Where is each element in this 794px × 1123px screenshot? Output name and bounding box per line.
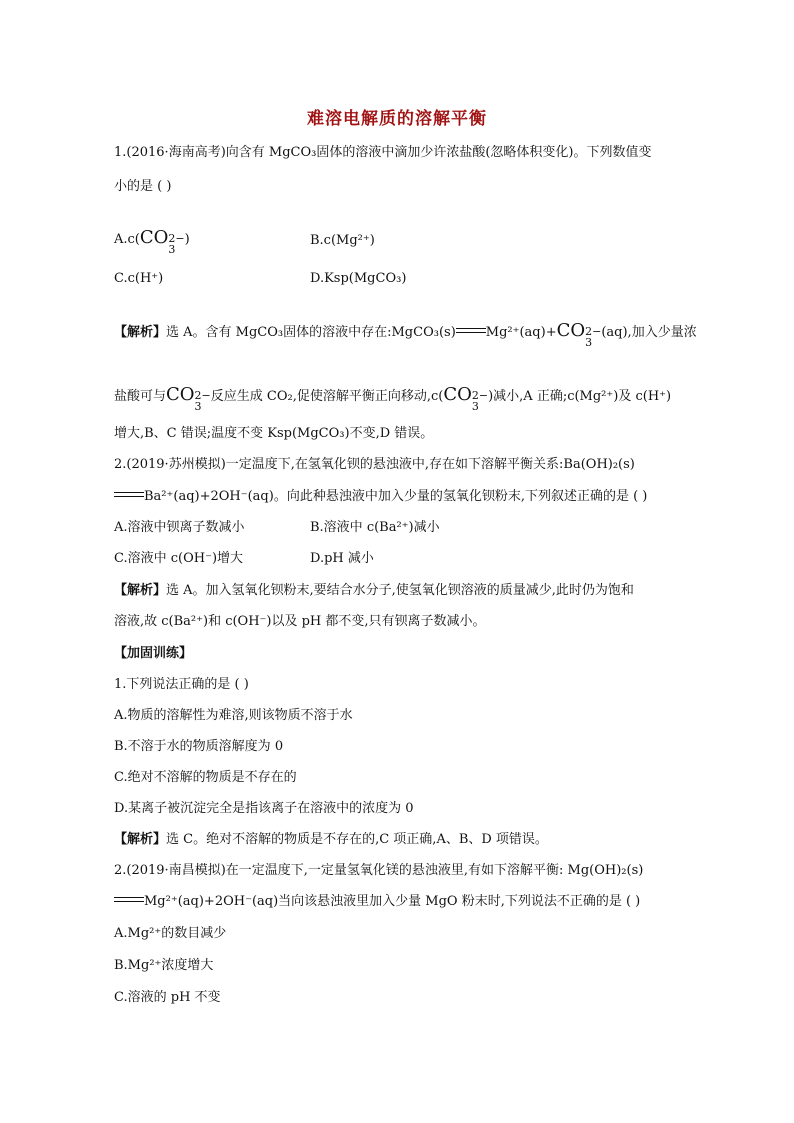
q1-option-a xyxy=(114,229,190,255)
equilibrium-arrow-icon xyxy=(456,328,486,334)
equilibrium-arrow-icon xyxy=(114,492,144,498)
carbonate-ion: CO2− 3 xyxy=(166,384,211,413)
reinforce-q2-stem-line1: 2.(2019·南昌模拟)在一定温度下,一定量氢氧化镁的悬浊液里,有如下溶解平衡: Mg(OH)₂(s) xyxy=(114,863,644,878)
reinforce-heading: 【加固训练】 xyxy=(114,646,193,661)
q2-option-c: C.溶液中 c(OH⁻)增大 xyxy=(114,551,244,566)
q2-analysis-line2: 溶液,故 c(Ba²⁺)和 c(OH⁻)以及 pH 都不变,只有钡离子数减小。 xyxy=(114,614,486,629)
q1-stem-line1: 1.(2016·海南高考)向含有 MgCO₃固体的溶液中滴加少许浓盐酸(忽略体积变化)。下列数值变 xyxy=(114,145,652,160)
analysis-tag: 【解析】 xyxy=(114,325,167,340)
q2-stem-line1: 2.(2019·苏州模拟)一定温度下,在氢氧化钡的悬浊液中,存在如下溶解平衡关系:Ba(OH)₂(s) xyxy=(114,457,635,472)
q2-option-d: D.pH 减小 xyxy=(310,551,374,566)
carbonate-ion: CO2− 3 xyxy=(443,384,489,413)
page-title: 难溶电解质的溶解平衡 xyxy=(307,109,487,129)
reinforce-q1-stem: 1.下列说法正确的是 ( ) xyxy=(114,677,249,692)
carbonate-ion: CO2− 3 xyxy=(556,320,602,349)
carbonate-ion: CO2− 3 xyxy=(139,227,185,256)
reinforce-q2-stem-line2: Mg²⁺(aq)+2OH⁻(aq)当向该悬浊液里加入少量 MgO 粉末时,下列说法不正确的是 ( ) xyxy=(114,893,640,911)
q1-option-c: C.c(H⁺) xyxy=(114,271,164,286)
reinforce-q2-option-a: A.Mg²⁺的数目减少 xyxy=(114,926,227,941)
reinforce-q1-option-a: A.物质的溶解性为难溶,则该物质不溶于水 xyxy=(114,708,353,723)
q1-option-d: D.Ksp(MgCO₃) xyxy=(310,271,407,286)
q2-option-b: B.溶液中 c(Ba²⁺)减小 xyxy=(310,520,440,535)
reinforce-q1-option-c: C.绝对不溶解的物质是不存在的 xyxy=(114,770,297,785)
reinforce-q2-option-c: C.溶液的 pH 不变 xyxy=(114,990,221,1005)
q1-analysis-line2: 盐酸可与CO2− 3反应生成 CO₂,促使溶解平衡正向移动,c(CO2− 3)减小,A 正确;c(Mg²⁺)及 c(H⁺) xyxy=(114,384,672,413)
q1-analysis-line1: 【解析】选 A。含有 MgCO₃固体的溶液中存在:MgCO₃(s) Mg²⁺(aq)+CO2− 3(aq),加入少量浓 xyxy=(114,320,697,349)
q1-option-a-suffix: ) xyxy=(184,232,190,247)
reinforce-q2-option-b: B.Mg²⁺浓度增大 xyxy=(114,958,214,973)
q2-option-a: A.溶液中钡离子数减小 xyxy=(114,520,245,535)
analysis-tag: 【解析】 xyxy=(114,832,167,847)
q1-option-a-prefix: A.c( xyxy=(114,232,140,247)
q1-option-b: B.c(Mg²⁺) xyxy=(310,233,375,248)
q1-analysis-line3: 增大,B、C 错误;温度不变 Ksp(MgCO₃)不变,D 错误。 xyxy=(114,426,434,441)
reinforce-q1-option-d: D.某离子被沉淀完全是指该离子在溶液中的浓度为 0 xyxy=(114,801,414,816)
reinforce-q1-analysis: 【解析】选 C。绝对不溶解的物质是不存在的,C 项正确,A、B、D 项错误。 xyxy=(114,832,548,847)
q1-stem-line2: 小的是 ( ) xyxy=(114,179,172,194)
analysis-tag: 【解析】 xyxy=(114,583,167,598)
q2-analysis-line1: 【解析】选 A。加入氢氧化钡粉末,要结合水分子,使氢氧化钡溶液的质量减少,此时仍为饱和 xyxy=(114,583,634,598)
q2-stem-line2: Ba²⁺(aq)+2OH⁻(aq)。向此种悬浊液中加入少量的氢氧化钡粉末,下列叙述正确的是 ( ) xyxy=(114,488,647,506)
equilibrium-arrow-icon xyxy=(114,897,144,903)
reinforce-q1-option-b: B.不溶于水的物质溶解度为 0 xyxy=(114,739,284,754)
